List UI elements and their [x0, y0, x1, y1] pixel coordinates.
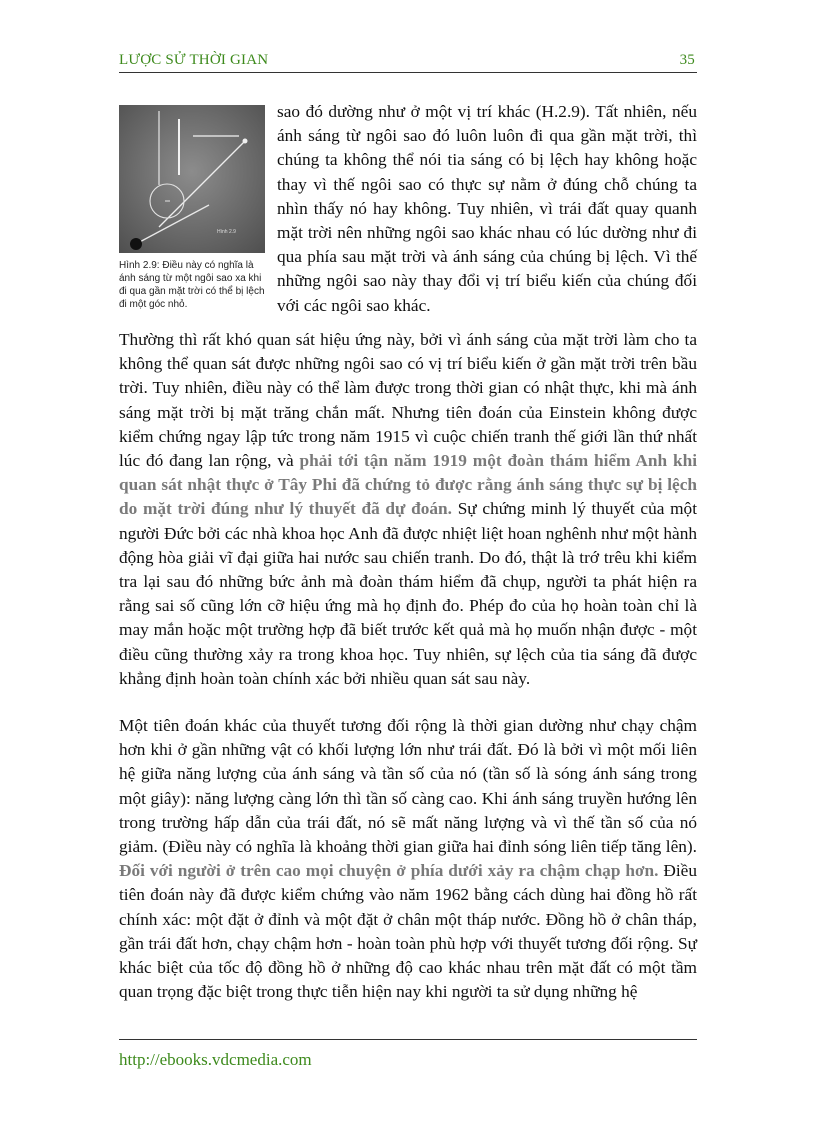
paragraph-2-text: Thường thì rất khó quan sát hiệu ứng này, bởi vì ánh sáng của mặt trời làm cho ta không thể quan sát được những ngôi sao có vị trí biểu kiến ở gần mặt trời trên bầu trời. Tuy nhiên, điều này có thể làm được trong thời gian có nhật thực, khi mà ánh sáng mặt trời bị mặt trăng chắn mất. Nhưng tiên đoán của Einstein không được kiểm chứng ngay lập tức trong năm 1915 vì cuộc chiến tranh thế giới lần thứ nhất lúc đó đang lan rộng, và	[119, 330, 697, 471]
paragraph-3-highlight: Đối với người ở trên cao mọi chuyện ở phía dưới xảy ra chậm chạp hơn.	[119, 861, 659, 881]
paragraph-3	[119, 714, 697, 1004]
figure-caption: Hình 2.9: Điều này có nghĩa là ánh sáng từ một ngôi sao xa khi đi qua gần mặt trời có thể bị lệch đi một góc nhỏ.	[119, 260, 265, 310]
paragraph-3-text-end: Điều tiên đoán này đã được kiểm chứng vào năm 1962 bằng cách dùng hai đồng hồ rất chính xác: một đặt ở đỉnh và một đặt ở chân một tháp nước. Đồng hồ ở chân tháp, gần trái đất hơn, chạy chậm hơn - hoàn toàn phù hợp với thuyết tương đối rộng. Sự khác biệt của tốc độ đồng hồ ở những độ cao khác nhau trên mặt đất có một tầm quan trọng đặc biệt trong thực tiễn hiện nay khi người ta sử dụng những hệ	[119, 861, 697, 1002]
paragraph-2-text-end: Sự chứng minh lý thuyết của một người Đức bởi các nhà khoa học Anh đã được nhiệt liệt hoan nghênh như một hành động hòa giải vĩ đại giữa hai nước sau chiến tranh. Do đó, thật là trớ trêu khi kiểm tra lại sau đó những bức ảnh mà đoàn thám hiểm đã chụp, người ta phát hiện ra rằng sai số cũng lớn cỡ hiệu ứng mà họ định đo. Phép đo của họ hoàn toàn chỉ là may mắn hoặc một trường hợp đã biết trước kết quả mà họ muốn nhận được - một điều cũng thường xảy ra trong khoa học. Tuy nhiên, sự lệch của tia sáng đã được khẳng định hoàn toàn chính xác bởi nhiều quan sát sau này.	[119, 499, 697, 688]
running-header	[119, 50, 697, 73]
paragraph-3-text: Một tiên đoán khác của thuyết tương đối rộng là thời gian dường như chạy chậm hơn khi ở gần những vật có khối lượng lớn như trái đất. Đó là bởi vì một mối liên hệ giữa năng lượng của ánh sáng và tần số của nó (tần số là sóng ánh sáng trong một giây): năng lượng càng lớn thì tần số càng cao. Khi ánh sáng truyền hướng lên trong trường hấp dẫn của trái đất, nó sẽ mất năng lượng và vì thế tần số của nó giảm. (Điều này có nghĩa là khoảng thời gian giữa hai đỉnh sóng liên tiếp tăng lên).	[119, 716, 697, 857]
paragraph-2-highlight: phải tới tận năm 1919 một đoàn thám hiểm Anh khi quan sát nhật thực ở Tây Phi đã chứng tỏ được rằng ánh sáng thực sự bị lệch do mặt trời đúng như lý thuyết đã dự đoán.	[119, 451, 698, 519]
figure-label: Hình 2.9	[217, 229, 236, 235]
paragraph-2	[119, 328, 697, 691]
light-deflection-diagram	[119, 105, 265, 253]
book-title: LƯỢC SỬ THỜI GIAN	[119, 52, 269, 68]
paragraph-1: sao đó dường như ở một vị trí khác (H.2.9). Tất nhiên, nếu ánh sáng từ ngôi sao đó luôn luôn đi qua gần mặt trời, thì chúng ta không thể nói tia sáng có bị lệch hay không hoặc thay vì thế ngôi sao có thực sự nằm ở đúng chỗ chúng ta nhìn thấy nó hay không. Tuy nhiên, vì trái đất quay quanh mặt trời nên những ngôi sao khác nhau có lúc dường như đi qua phía sau mặt trời và ánh sáng của chúng bị lệch. Vì thế những ngôi sao này thay đổi vị trí biểu kiến của chúng đối với các ngôi sao khác.	[277, 102, 697, 315]
page-number: 35	[679, 52, 695, 68]
page-footer	[119, 1039, 697, 1069]
footer-url: http://ebooks.vdcmedia.com	[119, 1050, 312, 1069]
figure-2-9	[119, 105, 265, 311]
